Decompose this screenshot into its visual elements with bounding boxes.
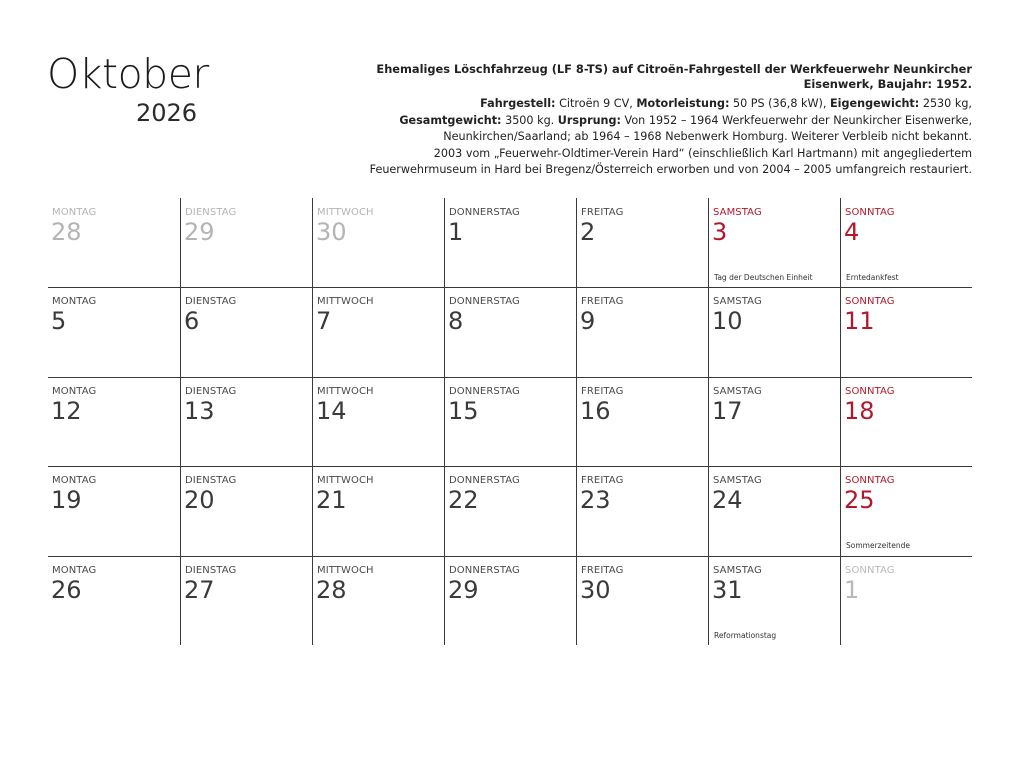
day-cell [708,377,840,466]
caption-label: Motorleistung: [636,97,730,110]
caption-line [332,96,972,113]
weekday-label: FREITAG [581,385,624,397]
caption-label: Ursprung: [557,113,621,127]
day-number: 13 [184,396,215,425]
day-cell [576,466,708,555]
day-number: 16 [580,396,611,425]
day-number: 30 [316,218,347,246]
day-number: 27 [184,575,215,604]
caption-text: 50 PS (36,8 kW), [729,97,831,110]
caption-text: 2003 vom „Feuerwehr-Oldtimer-Verein Hard“ (einschließlich Karl Hartmann) mit angegliedertem [433,146,972,160]
weekday-label: FREITAG [581,207,624,218]
holiday-label: Erntedankfest [846,273,899,282]
day-number: 10 [712,307,743,336]
day-number: 17 [712,396,743,425]
day-cell [840,377,972,466]
weekday-label: FREITAG [581,296,624,308]
weekday-label: DONNERSTAG [449,475,520,487]
weekday-label: MITTWOCH [317,296,374,308]
weekday-label: SAMSTAG [713,475,762,487]
day-number: 26 [51,575,82,604]
day-cell [576,198,708,287]
day-cell [312,287,444,376]
calendar-grid [48,198,972,645]
day-number: 4 [844,218,860,246]
day-number: 8 [448,307,464,336]
weekday-label: MITTWOCH [317,385,374,397]
caption-line [332,146,972,163]
caption-label: Eigengewicht: [830,97,920,110]
day-number: 20 [184,486,215,515]
weekday-label: SONNTAG [845,207,895,218]
day-number: 6 [184,307,200,336]
weekday-label: SAMSTAG [713,385,762,397]
weekday-label: DONNERSTAG [449,207,520,218]
caption-text: Neunkirchen/Saarland; ab 1964 – 1968 Nebenwerk Homburg. Weiterer Verbleib nicht bekannt. [443,130,972,143]
caption-label: Gesamtgewicht: [399,113,502,127]
weekday-label: MITTWOCH [317,475,374,487]
day-cell [48,198,180,287]
day-cell [180,198,312,287]
day-cell [48,556,180,645]
day-cell [576,377,708,466]
day-number: 14 [316,396,347,425]
day-cell [180,556,312,645]
day-number: 18 [844,396,875,425]
month-title: Oktober [47,50,209,98]
caption-headline: Ehemaliges Löschfahrzeug (LF 8-TS) auf Citroën-Fahrgestell der Werkfeuerwehr Neunkircher Eisenwerk, Baujahr: 1952. [376,62,972,91]
day-number: 24 [712,486,743,515]
day-number: 28 [51,218,82,246]
day-number: 25 [844,486,875,515]
caption-line [332,113,972,130]
day-cell [708,466,840,555]
weekday-label: DIENSTAG [185,207,237,218]
caption-text: 2530 kg, [919,97,972,110]
weekday-label: FREITAG [581,564,624,576]
weekday-label: DONNERSTAG [449,385,520,397]
day-cell [576,287,708,376]
day-number: 2 [580,218,596,246]
day-cell [180,466,312,555]
day-cell [48,287,180,376]
day-number: 5 [51,307,67,336]
day-number: 29 [448,575,479,604]
weekday-label: MONTAG [52,564,97,576]
holiday-label: Reformationstag [714,630,777,640]
weekday-label: SONNTAG [845,385,895,397]
weekday-label: MITTWOCH [317,207,374,218]
weekday-label: DONNERSTAG [449,564,520,576]
weekday-label: DIENSTAG [185,296,237,308]
caption-line [332,162,972,179]
caption-body [332,96,972,179]
weekday-label: SAMSTAG [713,296,762,308]
photo-caption [332,62,972,179]
day-number: 15 [448,396,479,425]
weekday-label: SONNTAG [845,475,895,487]
weekday-label: SONNTAG [845,564,895,576]
day-number: 29 [184,218,215,246]
caption-line [332,129,972,146]
day-cell [312,556,444,645]
caption-text: Citroën 9 CV, [555,97,637,110]
day-number: 21 [316,486,347,515]
day-cell [312,466,444,555]
day-cell [48,377,180,466]
day-number: 11 [844,307,875,336]
day-number: 3 [712,218,728,246]
day-cell [444,556,576,645]
weekday-label: SONNTAG [845,296,895,308]
weekday-label: SAMSTAG [713,207,762,218]
day-cell [180,287,312,376]
day-number: 28 [316,575,347,604]
day-cell [708,198,840,287]
day-cell [180,377,312,466]
weekday-label: MONTAG [52,385,97,397]
day-cell [444,287,576,376]
day-number: 7 [316,307,332,336]
weekday-label: DIENSTAG [185,475,237,487]
day-cell [840,556,972,645]
day-cell [48,466,180,555]
holiday-label: Tag der Deutschen Einheit [714,273,813,282]
day-cell [444,377,576,466]
caption-text: Feuerwehrmuseum in Hard bei Bregenz/Österreich erworben und von 2004 – 2005 umfangreich restauriert. [369,163,972,176]
weekday-label: DONNERSTAG [449,296,520,308]
day-cell [444,198,576,287]
weekday-label: MONTAG [52,207,97,218]
weekday-label: SAMSTAG [713,564,762,576]
day-number: 1 [844,575,860,604]
holiday-label: Sommerzeitende [846,541,910,551]
day-number: 12 [51,396,82,425]
day-cell [840,287,972,376]
weekday-label: MONTAG [52,296,97,308]
day-cell [444,466,576,555]
day-number: 19 [51,486,82,515]
day-number: 9 [580,307,596,336]
day-number: 1 [448,218,464,246]
day-cell [708,287,840,376]
year-title: 2026 [136,99,198,127]
caption-text: Von 1952 – 1964 Werkfeuerwehr der Neunkircher Eisenwerke, [621,113,972,127]
weekday-label: FREITAG [581,475,624,487]
weekday-label: DIENSTAG [185,385,237,397]
day-number: 23 [580,486,611,515]
day-cell [840,198,972,287]
day-cell [840,466,972,555]
day-cell [576,556,708,645]
day-cell [312,377,444,466]
day-number: 30 [580,575,611,604]
caption-label: Fahrgestell: [480,97,556,110]
day-number: 22 [448,486,479,515]
day-number: 31 [712,575,743,604]
weekday-label: DIENSTAG [185,564,237,576]
caption-text: 3500 kg. [501,113,558,127]
weekday-label: MITTWOCH [317,564,374,576]
day-cell [312,198,444,287]
weekday-label: MONTAG [52,475,97,487]
day-cell [708,556,840,645]
